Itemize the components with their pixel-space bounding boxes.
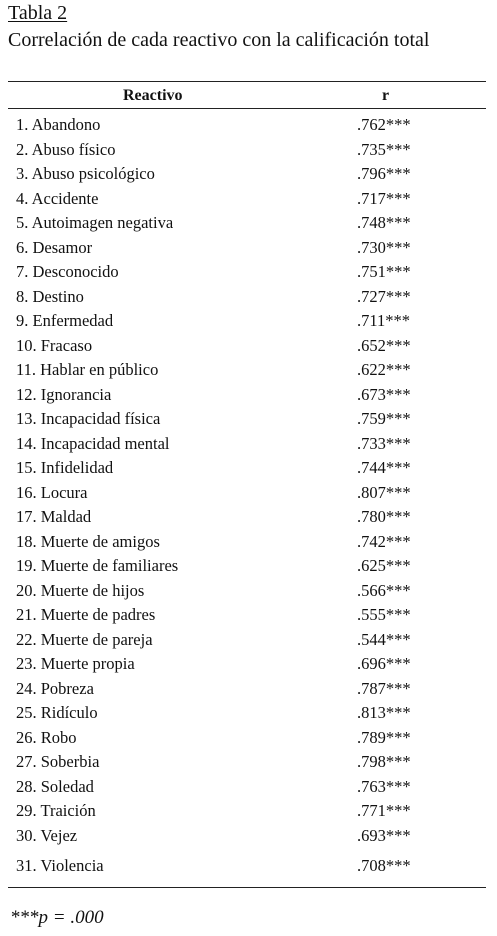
- table-row: [8, 579, 486, 604]
- cell-reactivo: 18. Muerte de amigos: [16, 531, 160, 551]
- table-row: [8, 113, 486, 138]
- cell-reactivo: 17. Maldad: [16, 507, 92, 526]
- cell-reactivo: 7. Desconocido: [16, 262, 119, 281]
- cell-reactivo: 14. Incapacidad mental: [16, 433, 170, 453]
- cell-reactivo: 4. Accidente: [16, 188, 99, 208]
- table-row: [8, 211, 486, 236]
- header-rule: [8, 108, 486, 109]
- cell-r-value: .555***: [357, 605, 411, 624]
- cell-r-value: .744***: [357, 458, 411, 477]
- cell-r-value: .742***: [357, 531, 411, 551]
- cell-r-value: .625***: [357, 556, 411, 575]
- cell-r-value: .696***: [357, 654, 411, 673]
- cell-r-value: .796***: [357, 164, 411, 183]
- table-row: [8, 554, 486, 579]
- cell-reactivo: 31. Violencia: [16, 856, 104, 875]
- cell-r-value: .544***: [357, 629, 411, 649]
- table-row: [8, 334, 486, 359]
- cell-r-value: .733***: [357, 433, 411, 453]
- bottom-rule: [8, 887, 486, 888]
- table-row: [8, 162, 486, 187]
- significance-note: ***p = .000: [10, 907, 104, 928]
- cell-reactivo: 22. Muerte de pareja: [16, 629, 153, 649]
- cell-reactivo: 5. Autoimagen negativa: [16, 213, 174, 232]
- cell-reactivo: 28. Soledad: [16, 776, 94, 796]
- table-row: [8, 187, 486, 212]
- cell-r-value: .566***: [357, 580, 411, 600]
- table-row: [8, 481, 486, 506]
- table-row: [8, 407, 486, 432]
- cell-r-value: .708***: [357, 856, 411, 875]
- table-row: [8, 260, 486, 285]
- cell-r-value: .789***: [357, 727, 411, 747]
- cell-reactivo: 21. Muerte de padres: [16, 605, 156, 624]
- cell-r-value: .787***: [357, 678, 411, 698]
- cell-reactivo: 6. Desamor: [16, 237, 93, 257]
- cell-r-value: .748***: [357, 213, 411, 232]
- cell-reactivo: 11. Hablar en público: [16, 360, 159, 379]
- table-row: [8, 628, 486, 653]
- table-row: [8, 775, 486, 800]
- table-row: [8, 505, 486, 530]
- table-row: [8, 701, 486, 726]
- header-reactivo: Reactivo: [123, 87, 183, 104]
- table-row: [8, 652, 486, 677]
- table-row: [8, 603, 486, 628]
- cell-reactivo: 25. Ridículo: [16, 703, 98, 722]
- table-row: [8, 138, 486, 163]
- table-header: [8, 85, 486, 107]
- cell-reactivo: 2. Abuso físico: [16, 139, 116, 159]
- cell-r-value: .807***: [357, 482, 411, 502]
- cell-r-value: .727***: [357, 286, 411, 306]
- cell-r-value: .652***: [357, 335, 411, 355]
- cell-reactivo: 26. Robo: [16, 727, 77, 747]
- cell-reactivo: 27. Soberbia: [16, 752, 100, 771]
- cell-reactivo: 10. Fracaso: [16, 335, 93, 355]
- table-row: [8, 530, 486, 555]
- cell-r-value: .759***: [357, 409, 411, 428]
- table-title: Correlación de cada reactivo con la calificación total: [8, 29, 430, 51]
- table-row: [8, 358, 486, 383]
- cell-reactivo: 16. Locura: [16, 482, 88, 502]
- table-row: [8, 309, 486, 334]
- cell-r-value: .798***: [357, 752, 411, 771]
- cell-reactivo: 1. Abandono: [16, 115, 101, 134]
- cell-r-value: .693***: [357, 825, 411, 845]
- table-row: [8, 854, 486, 879]
- cell-r-value: .813***: [357, 703, 411, 722]
- cell-r-value: .717***: [357, 188, 411, 208]
- cell-reactivo: 3. Abuso psicológico: [16, 164, 155, 183]
- cell-reactivo: 8. Destino: [16, 286, 84, 306]
- cell-reactivo: 9. Enfermedad: [16, 311, 114, 330]
- cell-reactivo: 12. Ignorancia: [16, 384, 112, 404]
- top-rule: [8, 81, 486, 82]
- cell-r-value: .622***: [357, 360, 411, 379]
- cell-r-value: .771***: [357, 801, 411, 820]
- cell-reactivo: 15. Infidelidad: [16, 458, 114, 477]
- cell-reactivo: 19. Muerte de familiares: [16, 556, 179, 575]
- cell-reactivo: 29. Traición: [16, 801, 96, 820]
- cell-reactivo: 30. Vejez: [16, 825, 78, 845]
- table-label: Tabla 2: [8, 2, 68, 24]
- cell-r-value: .763***: [357, 776, 411, 796]
- cell-r-value: .730***: [357, 237, 411, 257]
- table-row: [8, 383, 486, 408]
- table-row: [8, 456, 486, 481]
- cell-r-value: .711***: [357, 311, 411, 330]
- cell-reactivo: 24. Pobreza: [16, 678, 94, 698]
- table-row: [8, 726, 486, 751]
- cell-reactivo: 13. Incapacidad física: [16, 409, 161, 428]
- cell-r-value: .673***: [357, 384, 411, 404]
- cell-r-value: .735***: [357, 139, 411, 159]
- table-body: [8, 113, 486, 879]
- table-row: [8, 824, 486, 849]
- cell-r-value: .762***: [357, 115, 411, 134]
- table-row: [8, 750, 486, 775]
- table-row: [8, 285, 486, 310]
- table-row: [8, 677, 486, 702]
- header-r: r: [382, 87, 390, 104]
- cell-reactivo: 20. Muerte de hijos: [16, 580, 145, 600]
- table-row: [8, 432, 486, 457]
- table-row: [8, 799, 486, 824]
- cell-reactivo: 23. Muerte propia: [16, 654, 135, 673]
- cell-r-value: .780***: [357, 507, 411, 526]
- cell-r-value: .751***: [357, 262, 411, 281]
- table-row: [8, 236, 486, 261]
